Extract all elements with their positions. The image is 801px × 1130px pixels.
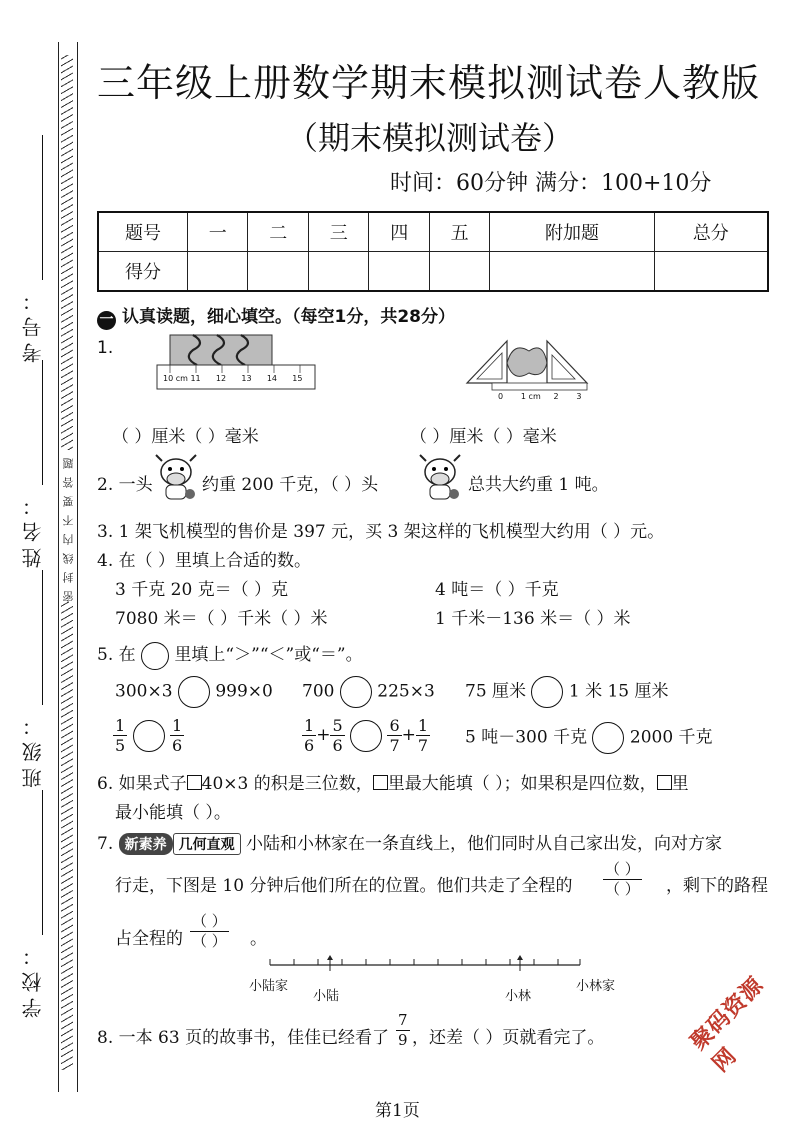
- ruler-tick: 11: [190, 374, 201, 383]
- q7-line2-end: ，剩下的路程: [666, 876, 768, 896]
- ruler-tick: 15: [292, 374, 303, 383]
- point-label-lin: 小林: [505, 989, 532, 1004]
- square-blank-icon: [187, 775, 202, 790]
- cell-header: 二: [248, 212, 308, 252]
- denominator-blank[interactable]: （ ）: [192, 932, 227, 950]
- numerator: 6: [389, 716, 400, 735]
- cow-icon: [414, 452, 466, 502]
- compare-circle[interactable]: [133, 720, 165, 752]
- page-title: 三年级上册数学期末模拟测试卷人教版: [97, 61, 761, 105]
- compare-circle[interactable]: [592, 722, 624, 754]
- tag-new-literacy: 新素养: [119, 833, 173, 855]
- time-score-info: 时间：60分钟 满分：100+10分: [390, 171, 712, 196]
- numerator-blank[interactable]: （ ）: [605, 860, 640, 878]
- fraction: [416, 716, 430, 755]
- q6-text: 里: [671, 774, 689, 794]
- denominator: 6: [172, 736, 183, 755]
- label-school: 学校：: [21, 940, 45, 1018]
- denominator: 9: [398, 1031, 408, 1049]
- q8-text-b[interactable]: ，还差（ ）页就看完了。: [412, 1028, 605, 1048]
- q4-c[interactable]: 7080 米＝（ ）千米（ ）米: [115, 609, 328, 629]
- score-table: [97, 211, 769, 292]
- fraction: [113, 716, 127, 755]
- fraction: [330, 716, 344, 755]
- cell-score-label: 得分: [98, 252, 188, 292]
- cell-header: 总分: [654, 212, 768, 252]
- triangle-tick: 1 cm: [520, 392, 541, 401]
- compare-circle-icon: [141, 642, 169, 670]
- compare-circle[interactable]: [178, 676, 210, 708]
- number-line: [260, 955, 600, 975]
- set-square-figure: [462, 333, 592, 391]
- q5-row2a: [113, 716, 184, 755]
- score-cell[interactable]: [248, 252, 308, 292]
- denominator: 5: [115, 736, 126, 755]
- q6-line1[interactable]: [97, 769, 689, 794]
- q7-fraction-blank-2[interactable]: [190, 912, 229, 951]
- q7-line3: 占全程的: [115, 929, 183, 949]
- score-cell[interactable]: [654, 252, 768, 292]
- point-label-lu: 小陆: [313, 989, 340, 1004]
- ruler-tick-labels: [163, 374, 302, 383]
- q3-text[interactable]: 3. 1 架飞机模型的售价是 397 元，买 3 架这样的飞机模型大约用（ ）元。: [97, 522, 665, 542]
- numerator: 1: [304, 716, 315, 735]
- page-subtitle: （期末模拟测试卷）: [286, 119, 575, 157]
- point-label-lu-home: 小陆家: [249, 979, 289, 994]
- label-class: 班级：: [21, 710, 45, 788]
- q2-part1: 2. 一头: [97, 475, 153, 495]
- numerator: 5: [332, 716, 343, 735]
- triangle-tick: 2: [553, 392, 559, 401]
- q7-line3-end: 。: [250, 929, 267, 949]
- q5-expr: 1 米 15 厘米: [568, 681, 669, 702]
- numerator: 1: [115, 716, 126, 735]
- section-title: 认真读题，细心填空。（每空1分，共28分）: [122, 307, 455, 327]
- numerator: 1: [417, 716, 429, 735]
- q1-number: 1.: [97, 338, 114, 358]
- denominator: 6: [332, 736, 343, 755]
- q5-expr: 2000 千克: [629, 727, 713, 748]
- denominator-blank[interactable]: （ ）: [605, 880, 640, 898]
- ruler-tick: 10 cm: [163, 374, 188, 383]
- q7-line2: 行走，下图是 10 分钟后他们所在的位置。他们共走了全程的: [115, 876, 573, 896]
- cell-header: 五: [429, 212, 489, 252]
- q5-stem-b: 里填上“＞”“＜”或“＝”。: [174, 645, 363, 665]
- q5-expr: 999×0: [215, 681, 273, 702]
- cell-header: 题号: [98, 212, 188, 252]
- q5-expr: 75 厘米: [465, 681, 527, 702]
- watermark-stamp: 聚码资源网: [686, 972, 769, 1078]
- compare-circle[interactable]: [531, 676, 563, 708]
- q7-text: 小陆和小林家在一条直线上，他们同时从自己家出发，向对方家: [246, 834, 723, 854]
- q5-expr: 225×3: [377, 681, 435, 702]
- point-label-lin-home: 小林家: [576, 979, 616, 994]
- q7-number: 7.: [97, 834, 114, 854]
- denominator: 6: [304, 736, 315, 755]
- numerator: 7: [398, 1011, 408, 1029]
- score-cell[interactable]: [308, 252, 368, 292]
- score-cell[interactable]: [490, 252, 654, 292]
- q6-text: 里最大能填（ ）；如果积是四位数，: [387, 774, 657, 794]
- q5-stem: [97, 640, 363, 670]
- score-table-header-row: [98, 212, 768, 252]
- denominator: 7: [417, 736, 429, 755]
- triangle-tick: 3: [576, 392, 582, 401]
- label-name: 姓名：: [21, 490, 45, 568]
- q5-row1c: [465, 676, 669, 708]
- fraction: [302, 716, 316, 755]
- q4-d[interactable]: 1 千米－136 米＝（ ）米: [435, 609, 631, 629]
- q1-answer-a[interactable]: （ ）厘米（ ）毫米: [112, 427, 259, 447]
- q6-line2[interactable]: 最小能填（ ）。: [115, 803, 231, 823]
- q8-fraction: [396, 1011, 410, 1050]
- cow-icon: [150, 452, 202, 502]
- seal-instruction: 密封线内不要答题: [62, 450, 75, 602]
- binding-line-left: [58, 42, 59, 1092]
- ruler-tick: 12: [215, 374, 227, 383]
- numerator: 1: [172, 716, 183, 735]
- score-cell[interactable]: [188, 252, 248, 292]
- q5-row1b: [302, 676, 435, 708]
- q1-answer-b[interactable]: （ ）厘米（ ）毫米: [410, 427, 557, 447]
- score-cell[interactable]: [429, 252, 489, 292]
- q4-stem: 4. 在（ ）里填上合适的数。: [97, 551, 312, 571]
- q5-row2b: $\frac{1}{6}$ + $\frac{5}{6}$ $\frac{6}{7}$ + $\frac{1}{7}$: [304, 716, 429, 755]
- tag-geometry-intuition: 几何直观: [173, 833, 241, 855]
- q7-fraction-blank-1[interactable]: [603, 860, 642, 899]
- square-blank-icon: [373, 775, 388, 790]
- q8-text-a: 8. 一本 63 页的故事书，佳佳已经看了: [97, 1028, 390, 1048]
- q4-a[interactable]: 3 千克 20 克＝（ ）克: [115, 580, 289, 600]
- cell-header: 三: [308, 212, 368, 252]
- q6-text: 6. 如果式子: [97, 774, 187, 794]
- score-table-score-row: [98, 252, 768, 292]
- fraction: [387, 716, 401, 755]
- q4-b[interactable]: 4 吨＝（ ）千克: [435, 580, 559, 600]
- cell-header: 四: [369, 212, 429, 252]
- blank-school: [42, 790, 43, 935]
- section-number: 一: [97, 311, 116, 330]
- blank-class: [42, 570, 43, 705]
- q2-part2[interactable]: 约重 200 千克，（ ）头: [202, 475, 379, 495]
- triangle-tick: 0: [498, 392, 504, 401]
- cell-header: 附加题: [490, 212, 654, 252]
- q5-expr: 300×3: [115, 681, 173, 702]
- set-square-tick-labels: [498, 392, 581, 401]
- q5-expr: 5 吨－300 千克: [465, 727, 588, 748]
- q5-stem-a: 5. 在: [97, 645, 136, 665]
- label-exam-number: 考号：: [21, 285, 45, 363]
- q5-row1: [115, 676, 273, 708]
- q2-part3: 总共大约重 1 吨。: [468, 475, 609, 495]
- q7-line1: [97, 829, 722, 855]
- q6-text: 40×3 的积是三位数，: [201, 774, 373, 794]
- ruler-tick: 13: [241, 374, 252, 383]
- section-heading: [97, 302, 455, 330]
- denominator: 7: [389, 736, 400, 755]
- blank-exam-number: [42, 135, 43, 280]
- page-number: 第1页: [375, 1101, 420, 1121]
- q5-expr: 700: [302, 681, 335, 702]
- score-cell[interactable]: [369, 252, 429, 292]
- blank-name: [42, 360, 43, 485]
- numerator-blank[interactable]: （ ）: [192, 912, 227, 930]
- fraction: [170, 716, 184, 755]
- square-blank-icon: [657, 775, 672, 790]
- ruler-tick: 14: [266, 374, 278, 383]
- cell-header: 一: [188, 212, 248, 252]
- binding-line-right: [77, 42, 78, 1092]
- compare-circle[interactable]: [340, 676, 372, 708]
- compare-circle[interactable]: [350, 720, 382, 752]
- q5-row2c: [465, 722, 713, 754]
